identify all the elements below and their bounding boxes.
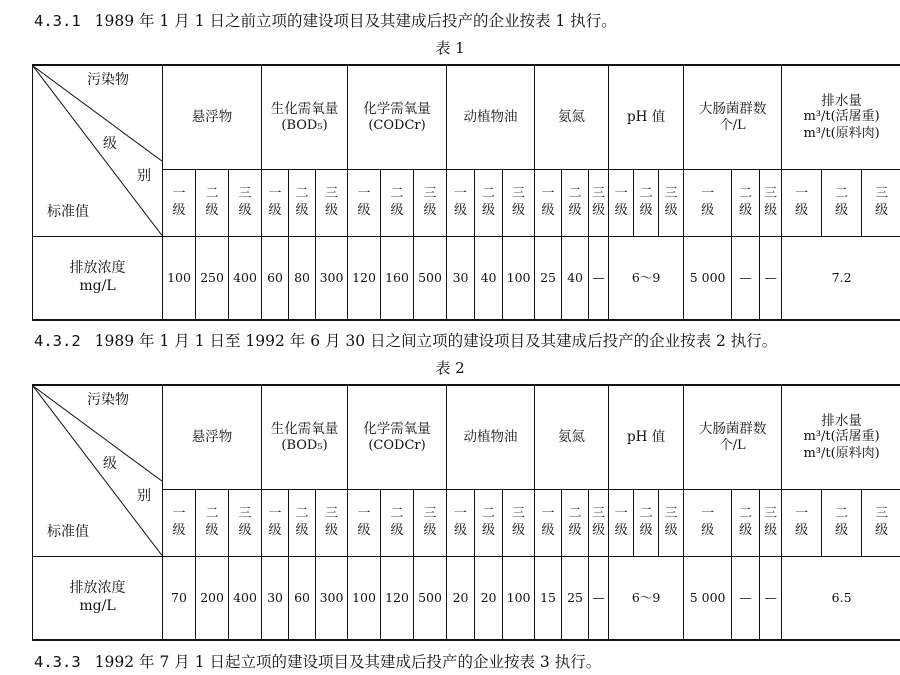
grade-2: 二 级	[475, 169, 503, 236]
coli-2: —	[732, 556, 760, 640]
grade-2: 二 级	[562, 169, 589, 236]
grade-3: 三 级	[414, 489, 447, 556]
cod-sub: (CODCr)	[368, 437, 426, 453]
nh-2: 40	[562, 236, 589, 320]
table-1	[32, 64, 900, 321]
col-ss: 悬浮物	[163, 65, 262, 169]
drain-unit-2: m³/t(原料肉)	[803, 445, 880, 461]
cod-3: 500	[414, 556, 447, 640]
col-cod	[348, 385, 447, 489]
col-coli	[684, 385, 782, 489]
clause-text: 1989 年 1 月 1 日之前立项的建设项目及其建成后投产的企业按表 1 执行。	[94, 12, 617, 30]
nh-3: —	[589, 236, 609, 320]
grade-2: 二 级	[562, 489, 589, 556]
grade-1: 一 级	[609, 489, 634, 556]
table-1-caption: 表 1	[435, 39, 465, 57]
coli-1: 5 000	[684, 236, 732, 320]
clause-text: 1989 年 1 月 1 日至 1992 年 6 月 30 日之间立项的建设项目及其建成后投产的企业按表 2 执行。	[94, 332, 778, 350]
grade-1: 一 级	[262, 489, 289, 556]
grade-2: 二 级	[732, 169, 760, 236]
table-2-caption: 表 2	[435, 359, 465, 377]
clause-number: 4.3.3	[34, 653, 81, 671]
bod-2: 80	[289, 236, 316, 320]
grade-2: 二 级	[822, 169, 862, 236]
bod-3: 300	[316, 556, 348, 640]
coli-1: 5 000	[684, 556, 732, 640]
grade-2: 二 级	[381, 169, 414, 236]
clause-4-3-3	[34, 650, 601, 672]
diagonal-header-cell	[33, 385, 163, 556]
drain-title: 排水量	[821, 412, 862, 429]
grade-3: 三 级	[862, 489, 900, 556]
grade-1: 一 级	[609, 169, 634, 236]
drain-value: 6.5	[782, 556, 900, 640]
col-oil: 动植物油	[447, 385, 535, 489]
col-ss: 悬浮物	[163, 385, 262, 489]
coli-unit: 个/L	[719, 117, 746, 133]
drain-title: 排水量	[821, 92, 862, 109]
ss-1: 70	[163, 556, 196, 640]
grade-1: 一 级	[163, 489, 196, 556]
coli-title: 大肠菌群数	[698, 100, 767, 117]
grade-1: 一 级	[782, 489, 822, 556]
grade-3: 三 级	[659, 169, 684, 236]
grade-1: 一 级	[447, 489, 475, 556]
grade-2: 二 级	[634, 489, 659, 556]
grade-2: 二 级	[196, 489, 229, 556]
grade-3: 三 级	[316, 169, 348, 236]
col-nh: 氨氮	[535, 385, 609, 489]
coli-3: —	[760, 556, 782, 640]
grade-2: 二 级	[634, 169, 659, 236]
grade-3: 三 级	[760, 489, 782, 556]
clause-4-3-1	[34, 9, 617, 31]
nh-1: 25	[535, 236, 562, 320]
table-2	[32, 384, 900, 641]
ss-1: 100	[163, 236, 196, 320]
coli-unit: 个/L	[719, 437, 746, 453]
ph-value: 6～9	[609, 236, 684, 320]
grade-1: 一 级	[782, 169, 822, 236]
pollutant-label: 污染物	[87, 392, 129, 408]
grade-2: 二 级	[475, 489, 503, 556]
grade-1: 一 级	[535, 489, 562, 556]
row-label: 排放浓度 mg/L	[33, 556, 163, 640]
standard-label: 标准值	[47, 204, 89, 220]
cod-title: 化学需氧量	[363, 100, 431, 117]
standard-label: 标准值	[47, 524, 89, 540]
cod-3: 500	[414, 236, 447, 320]
grade-1: 一 级	[348, 489, 381, 556]
grade-2: 二 级	[196, 169, 229, 236]
grade-2: 二 级	[732, 489, 760, 556]
clause-4-3-2	[34, 329, 777, 351]
col-drain	[782, 385, 900, 489]
grade-3: 三 级	[414, 169, 447, 236]
grade-3: 三 级	[760, 169, 782, 236]
clause-text: 1992 年 7 月 1 日起立项的建设项目及其建成后投产的企业按表 3 执行。	[94, 653, 602, 671]
drain-unit-2: m³/t(原料肉)	[803, 125, 880, 141]
oil-1: 30	[447, 236, 475, 320]
bod-1: 30	[262, 556, 289, 640]
grade-1: 一 级	[447, 169, 475, 236]
grade-2: 二 级	[289, 489, 316, 556]
grade-3: 三 级	[229, 489, 262, 556]
coli-3: —	[760, 236, 782, 320]
value-row	[33, 236, 900, 320]
grade-3: 三 级	[503, 169, 535, 236]
bod-title: 生化需氧量	[270, 100, 339, 117]
grade-3: 三 级	[659, 489, 684, 556]
diagonal-header-cell	[33, 65, 163, 236]
grade-1: 一 级	[262, 169, 289, 236]
oil-3: 100	[503, 556, 535, 640]
cod-2: 160	[381, 236, 414, 320]
grade-1: 一 级	[163, 169, 196, 236]
coli-2: —	[732, 236, 760, 320]
drain-value: 7.2	[782, 236, 900, 320]
col-coli	[684, 65, 782, 169]
nh-2: 25	[562, 556, 589, 640]
grade-row	[33, 169, 900, 236]
grade-2: 二 级	[381, 489, 414, 556]
coli-title: 大肠菌群数	[698, 420, 767, 437]
grade-3: 三 级	[316, 489, 348, 556]
col-drain	[782, 65, 900, 169]
grade-1: 一 级	[684, 169, 732, 236]
col-bod	[262, 65, 348, 169]
grade-2: 二 级	[289, 169, 316, 236]
bod-3: 300	[316, 236, 348, 320]
oil-2: 40	[475, 236, 503, 320]
col-cod	[348, 65, 447, 169]
grade-3: 三 级	[589, 169, 609, 236]
cod-1: 100	[348, 556, 381, 640]
row-label: 排放浓度 mg/L	[33, 236, 163, 320]
cod-2: 120	[381, 556, 414, 640]
ss-2: 250	[196, 236, 229, 320]
col-ph: pH 值	[609, 385, 684, 489]
clause-number: 4.3.2	[34, 332, 81, 350]
col-bod	[262, 385, 348, 489]
ss-2: 200	[196, 556, 229, 640]
bod-title: 生化需氧量	[270, 420, 339, 437]
oil-3: 100	[503, 236, 535, 320]
drain-unit-1: m³/t(活屠重)	[803, 429, 880, 445]
grade-3: 三 级	[589, 489, 609, 556]
bie-label: 别	[137, 168, 151, 184]
col-oil: 动植物油	[447, 65, 535, 169]
grade-1: 一 级	[684, 489, 732, 556]
level-label: 级	[103, 456, 117, 472]
bie-label: 别	[137, 488, 151, 504]
bod-1: 60	[262, 236, 289, 320]
grade-3: 三 级	[229, 169, 262, 236]
grade-2: 二 级	[822, 489, 862, 556]
oil-2: 20	[475, 556, 503, 640]
bod-sub: (BOD₅)	[281, 437, 328, 453]
cod-1: 120	[348, 236, 381, 320]
bod-sub: (BOD₅)	[281, 117, 328, 133]
grade-1: 一 级	[535, 169, 562, 236]
clause-number: 4.3.1	[34, 12, 81, 30]
grade-3: 三 级	[503, 489, 535, 556]
value-row	[33, 556, 900, 640]
pollutant-label: 污染物	[87, 72, 129, 88]
cod-sub: (CODCr)	[368, 117, 426, 133]
ss-3: 400	[229, 556, 262, 640]
col-nh: 氨氮	[535, 65, 609, 169]
nh-1: 15	[535, 556, 562, 640]
col-ph: pH 值	[609, 65, 684, 169]
level-label: 级	[103, 136, 117, 152]
grade-row	[33, 489, 900, 556]
grade-3: 三 级	[862, 169, 900, 236]
oil-1: 20	[447, 556, 475, 640]
nh-3: —	[589, 556, 609, 640]
ph-value: 6～9	[609, 556, 684, 640]
bod-2: 60	[289, 556, 316, 640]
cod-title: 化学需氧量	[363, 420, 431, 437]
grade-1: 一 级	[348, 169, 381, 236]
ss-3: 400	[229, 236, 262, 320]
drain-unit-1: m³/t(活屠重)	[803, 109, 880, 125]
